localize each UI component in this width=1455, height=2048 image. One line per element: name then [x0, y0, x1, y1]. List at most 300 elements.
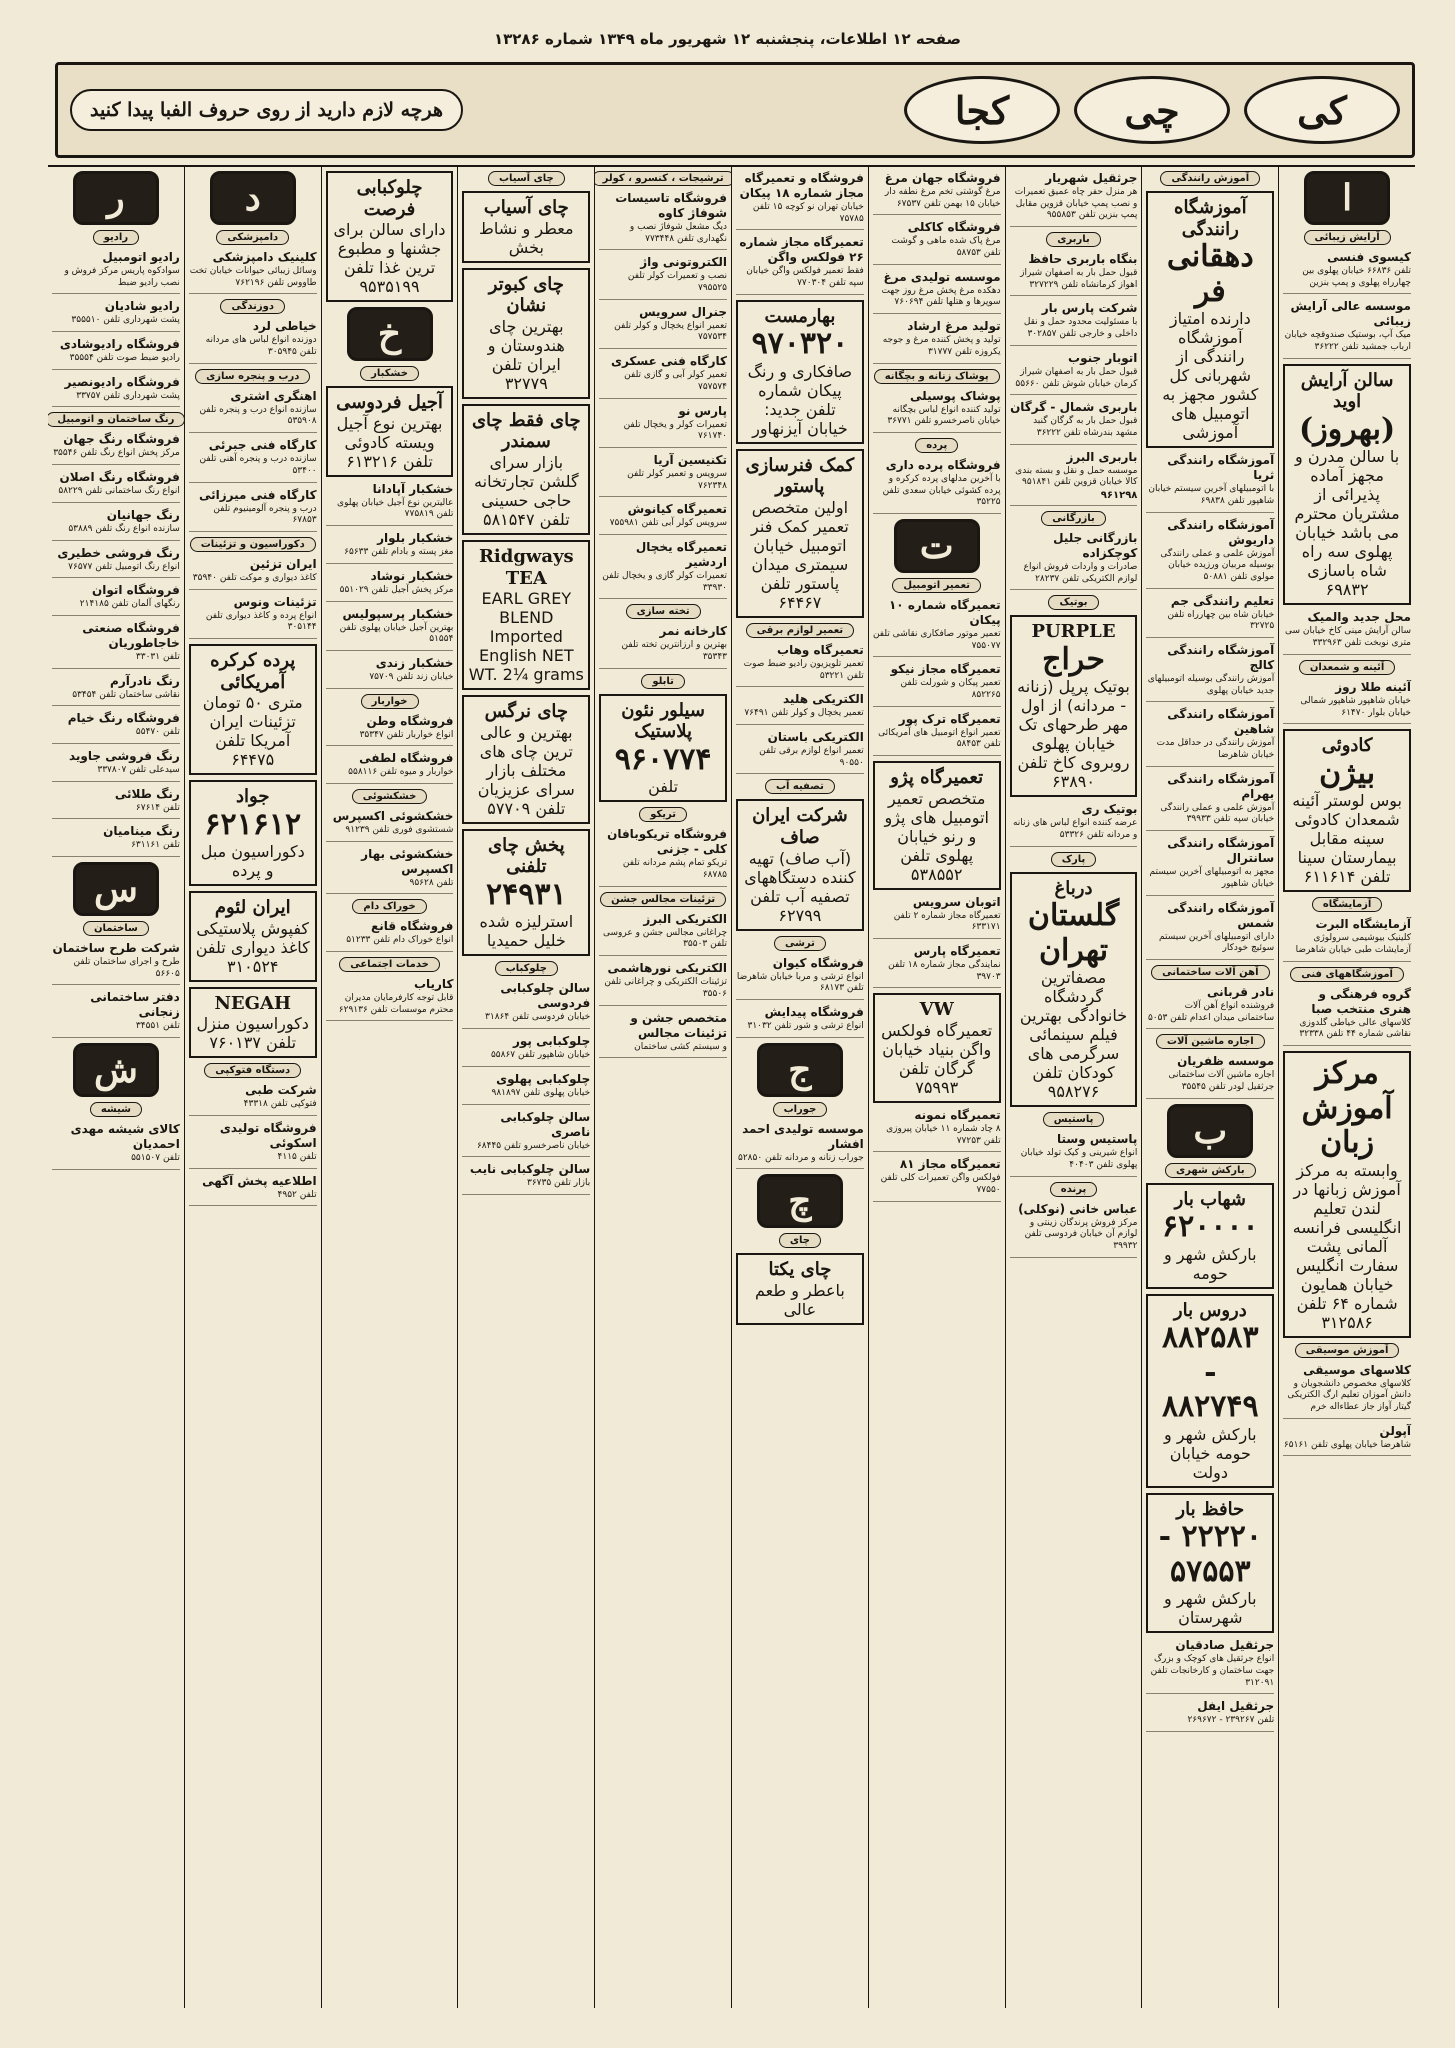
category-header: پارک [1051, 852, 1097, 867]
classified-ad [736, 171, 864, 230]
ad-title: کلاسهای موسیقی [1303, 1362, 1411, 1377]
ad-title: فروشگاه پرده داری [885, 457, 1001, 472]
boxed-ad-body: EARL GREY BLEND Imported English NET WT. 2¼ grams [468, 589, 584, 685]
ad-body: آموزش علمی و عملی رانندگی خیابان سپه تلفن ۳۹۹۳۳ [1160, 802, 1275, 825]
boxed-ad-title: آجیل فردوسی [336, 392, 443, 414]
boxed-ad-title: PURPLE [1031, 621, 1116, 643]
ad-title: کلینیک دامپزشکی [212, 250, 317, 264]
ad-title: خشکبار آپادانا [372, 481, 454, 496]
boxed-ad-body: متری ۵۰ تومان تزئینات ایران آمریکا تلفن ۶۴۴۷۵ [202, 693, 303, 770]
ad-title: پارس نو [678, 403, 728, 418]
boxed-ad-body: وابسته به مرکز آموزش زبانها در لندن تعلیم انگلیسی فرانسه آلمانی پشت سفارت انگلیس خیابان همایون شماره ۶۴ تلفن ۳۱۲۵۸۶ [1292, 1160, 1402, 1332]
ad-title: فروشگاه تاسیسات شوفاژ کاوه [615, 191, 728, 220]
classified-ad [599, 912, 727, 956]
classified-ad [599, 354, 727, 398]
ad-title: شرکت طرح ساختمان [52, 941, 180, 955]
classified-ad [1146, 985, 1274, 1029]
category-header: تخته سازی [626, 604, 701, 619]
ad-body: و سیستم کشی ساختمان [634, 1041, 728, 1052]
ad-body: ۸ چاد شماره ۱۱ خیابان پیروزی تلفن ۷۷۲۵۳ [886, 1124, 1001, 1146]
ad-body: جوراب زنانه و مردانه تلفن ۵۲۸۵۰ [738, 1152, 864, 1163]
classified-ad [1010, 802, 1138, 846]
ad-title: رنگ فروشی خطیری [57, 545, 180, 560]
boxed-ad-title: VW [919, 999, 954, 1021]
ad-title: ایران تزئین [249, 556, 317, 571]
ad-body: تلفن ۳۳۰۳۱ [135, 651, 180, 662]
ad-body: انواع ترشی و مربا خیابان شاهرضا تلفن ۶۸۱۷۳ [736, 971, 864, 994]
ad-body: قابل توجه کارفرمایان مدیران محترم موسسات تلفن ۶۲۹۱۳۶ [338, 993, 454, 1015]
boxed-ad-highlight: ۹۷۰۳۲۰ [751, 326, 849, 362]
category-header: تصفیه آب [765, 779, 835, 794]
classified-ad [1146, 836, 1274, 895]
ad-body: تلفن ۵۵۴۷۰ [135, 727, 180, 738]
ad-title: رادیو اتومبیل [102, 250, 180, 264]
boxed-ad-title: آموزشگاه رانندگی [1174, 197, 1247, 240]
classified-ad [326, 656, 454, 689]
classified-ad [873, 270, 1001, 314]
ad-body: تعمیرات کولر و یخچال تلفن ۷۶۱۷۴۰ [623, 419, 728, 442]
classified-ad [52, 824, 180, 857]
ad-title: رنگ فروشی جاوید [68, 748, 180, 763]
classified-ad [1010, 1132, 1138, 1176]
category-header: آرایش زیبائی [1304, 230, 1391, 245]
bubble-what: چی [1074, 76, 1230, 144]
ad-body: تلفن ۵۵۱۵۰۷ [131, 1153, 180, 1164]
boxed-ad-title: پرده کرکره آمریکائی [210, 649, 296, 693]
ad-body: خیابان شاه بین چهارراه تلفن ۳۲۷۲۵ [1167, 609, 1275, 632]
ad-body: سرویس کولر آبی تلفن ۷۵۵۹۸۱ [609, 518, 728, 529]
ad-body: آموزش علمی و عملی رانندگی بوسیله مربیان ورزیده خیابان مولوی تلفن ۵۰۸۸۱ [1160, 548, 1275, 582]
category-header: آموزش رانندگی [1160, 171, 1260, 186]
boxed-ad-title: دروس بار [1173, 1299, 1247, 1321]
category-header: آموزش موسیقی [1295, 1343, 1400, 1358]
classified-ad [736, 692, 864, 725]
classified-ad [462, 1072, 590, 1105]
ad-body: تعمیرگاه مجاز شماره ۲ تلفن ۶۳۳۱۷۱ [893, 910, 1001, 933]
column-4 [868, 167, 1005, 2008]
ad-title: پوشاک پوسیلی [910, 388, 1001, 403]
ad-title: رنگ طلائی [114, 786, 180, 801]
ad-body: مرکز پخش آجیل تلفن ۵۵۱۰۲۹ [339, 584, 454, 595]
running-head: صفحه ۱۲ اطلاعات، پنجشنبه ۱۲ شهریور ماه ۱۳۴۹ شماره ۱۳۲۸۶ [493, 30, 962, 48]
ad-body: خیابان فردوسی تلفن ۳۱۸۶۴ [485, 1012, 591, 1023]
classified-ad [599, 404, 727, 448]
classified-ad [189, 438, 317, 482]
category-header: چای آسیاب [488, 171, 565, 186]
ad-title: کارگاه فنی میرزائی [198, 487, 317, 502]
ad-title: نادر قربانی [1206, 984, 1275, 999]
boxed-ad-highlight: ۹۶۰۷۷۴ [614, 741, 712, 777]
boxed-ad-body: بازار سرای گلشن تجارتخانه حاجی حسینی تلفن ۵۸۱۵۴۷ [474, 452, 579, 529]
boxed-ad-title: ایران لئوم [214, 897, 291, 919]
ad-body: بازار تلفن ۳۶۷۳۵ [526, 1178, 591, 1189]
classified-ad [462, 1110, 590, 1158]
boxed-ad-highlight: گلستان تهران [1027, 898, 1120, 968]
ad-body: رنگهای آلمان تلفن ۲۱۴۱۸۵ [79, 599, 180, 610]
category-header: خوراک دام [352, 899, 426, 914]
ad-body: مرکز فروش پرندگان زینتی و لوازم آن خیابان فردوسی تلفن ۳۹۹۳۲ [1024, 1217, 1138, 1252]
boxed-ad-highlight: حراج [1042, 641, 1105, 677]
category-header: تریکو [639, 807, 687, 822]
section-letter: س [73, 862, 159, 916]
column-2 [1141, 167, 1278, 2008]
classified-ad [52, 941, 180, 985]
ad-title: خشکبار بلوار [377, 531, 454, 546]
classified-ad [52, 299, 180, 332]
classified-ad [1010, 450, 1138, 506]
classified-ad [1146, 707, 1274, 766]
ad-title: فروشگاه لطفی [359, 751, 454, 766]
boxed-ad-body: باعطر و طعم عالی [755, 1281, 845, 1319]
boxed-ad-title: سالن آرایش اوید [1300, 369, 1394, 413]
ad-body: سرویس و تعمیر کولر تلفن ۷۶۲۳۴۸ [627, 468, 728, 491]
ad-body: طرح و اجرای ساختمان تلفن ۵۶۶۰۵ [73, 957, 180, 979]
classified-ad [52, 432, 180, 465]
ad-title: آموزشگاه رانندگی بهرام [1167, 771, 1275, 801]
ad-body: میک آپ، بوستیک صندوقچه خیابان ارباب جمشید تلفن ۳۶۲۲۲ [1284, 330, 1411, 353]
boxed-ad-title: بهارمست [764, 305, 836, 327]
ad-title: شرکت پارس بار [1041, 301, 1138, 316]
classified-ad [599, 827, 727, 886]
ad-title: بنگاه باربری حافظ [1028, 252, 1138, 267]
classified-ad [1146, 518, 1274, 589]
category-header: رنگ ساختمان و اتومبیل [48, 412, 184, 427]
classified-ad [599, 191, 727, 250]
boxed-ad-title: شرکت ایران صاف [752, 805, 848, 849]
ad-title: تعمیرگاه مجاز نیکو [890, 662, 1001, 677]
ad-body: قبول حمل بار به گرگان گنبد مشهد بندرشاه تلفن ۳۶۲۲۲ [1033, 416, 1138, 438]
ad-body: نقاشی ساختمان تلفن ۵۳۴۵۴ [72, 689, 180, 700]
classified-ad [1010, 301, 1138, 345]
ad-title: تکنیسین آریا [653, 452, 728, 467]
category-header: تعمیر اتومبیل [892, 578, 981, 593]
ad-body: مرغ گوشتی تخم مرغ نطفه دار خیابان ۱۵ بهمن تلفن ۶۷۵۳۷ [884, 187, 1001, 209]
ad-body: تریکو تمام پشم مردانه تلفن ۶۸۷۸۵ [622, 858, 728, 881]
category-header: شیشه [90, 1102, 142, 1117]
ad-title: شرکت طبی [245, 1083, 317, 1098]
boxed-ad-title: NEGAH [214, 992, 291, 1014]
ad-body: درب و پنجره آلومینیوم تلفن ۶۷۸۵۳ [213, 503, 317, 526]
ad-title: فروشگاه کاکلی [907, 220, 1001, 235]
ad-body: سازنده درب و پنجره آهنی تلفن ۵۳۴۰۰ [199, 454, 317, 476]
ad-title: آموزشگاه رانندگی کالج [1167, 643, 1275, 672]
boxed-ad [1283, 729, 1411, 892]
boxed-ad-body: دکوراسیون مبل و پرده [200, 842, 305, 881]
boxed-ad [736, 799, 864, 930]
classified-ad [326, 607, 454, 651]
ad-title: رنگ مینامیان [103, 824, 180, 839]
classified-ad [1283, 917, 1411, 961]
boxed-ad [462, 540, 590, 690]
boxed-ad [189, 780, 317, 886]
ad-title: جنرال سرویس [639, 304, 728, 319]
classified-ad [326, 809, 454, 842]
category-header: آئینه و شمعدان [1299, 660, 1396, 675]
boxed-ad [326, 386, 454, 477]
classified-ad [189, 557, 317, 590]
boxed-ad [462, 695, 590, 824]
ad-body: انواع رنگ اتومبیل تلفن ۷۶۵۷۷ [68, 561, 180, 572]
boxed-ad-title: چای نرگس [484, 701, 569, 723]
category-header: بوتیک [1048, 595, 1098, 610]
ad-body: مرغ پاک شده ماهی و گوشت تلفن ۵۸۷۵۳ [891, 236, 1001, 259]
section-letter: ش [73, 1043, 159, 1097]
ad-title: سالن چلوکبابی ناصری [500, 1109, 591, 1139]
ad-title: خیاطی لرد [252, 319, 317, 334]
ad-body: انواع خوراک دام تلفن ۵۱۲۳۳ [346, 935, 454, 946]
boxed-ad-title: سیلور نئون پلاستیک [621, 699, 705, 743]
classified-ad [326, 531, 454, 564]
category-header: پرنده [1050, 1182, 1097, 1197]
ad-title: کالای شیشه مهدی احمدیان [70, 1122, 180, 1152]
boxed-ad [462, 191, 590, 263]
ad-body: تعمیر انواع یخچال و کولر تلفن ۷۵۷۵۳۴ [614, 320, 728, 343]
classified-ad [1146, 1054, 1274, 1098]
classified-ad [599, 961, 727, 1005]
ad-title: فروشگاه صنعتی خاجاطوریان [82, 620, 180, 650]
section-letter: چ [757, 1174, 843, 1228]
ad-title: تعمیرگاه شماره ۱۰ پیکان [888, 597, 1001, 627]
ad-body: تلفن ۶۳۱۱۶۱ [131, 840, 180, 851]
ad-title: گروه فرهنگی و هنری منتخب صبا [1311, 986, 1411, 1016]
category-header: آموزشگاههای فنی [1290, 967, 1404, 982]
ad-body: صادرات و واردات فروش انواع لوازم الکتریکی تلفن ۲۸۲۳۷ [1023, 561, 1138, 584]
ad-body: تزئینات الکتریکی و چراغانی تلفن ۳۵۵۰۶ [604, 977, 728, 999]
boxed-ad [1146, 1183, 1274, 1289]
ad-title: کاریاب [413, 977, 454, 992]
boxed-ad-body: (آب صاف) تهیه کننده دستگاههای تصفیه آب تلفن ۶۲۷۹۹ [744, 848, 856, 925]
ad-title: خشکبار پرسپولیس [342, 606, 454, 621]
ad-body: انواع جرثقیل های کوچک و بزرگ جهت ساختمان و کارخانجات تلفن ۳۱۲۰۹۱ [1150, 1654, 1275, 1688]
ad-title: خشکشوئی بهار اکسپرس [361, 846, 454, 876]
ad-body: شستشوی فوری تلفن ۹۱۲۳۹ [345, 824, 454, 835]
ad-title: کارخانه نمر [659, 624, 728, 639]
boxed-ad-title: کمک فنرسازی پاستور [745, 454, 855, 498]
boxed-ad [189, 987, 317, 1059]
boxed-ad-body: بهترین نوع آجیل ویسته کادوئی تلفن ۶۱۳۲۱۶ [336, 413, 443, 471]
classified-ad [873, 319, 1001, 363]
ad-body: قبول حمل بار به اصفهان شیراز اهواز کرمانشاه تلفن ۳۲۷۲۲۹ [1020, 268, 1138, 290]
ad-body: تلفن ۳۴۵۵۱ [135, 1021, 180, 1032]
classified-ad [462, 1034, 590, 1067]
classified-ad [873, 1108, 1001, 1152]
classified-ad [1010, 531, 1138, 590]
boxed-ad-body: بهترین چای هندوستان و ایران تلفن ۳۲۷۷۹ [487, 316, 565, 393]
classified-ad [326, 482, 454, 526]
boxed-ad-highlight: (بهروز) [1299, 411, 1396, 447]
ad-title: فروشگاه وطن [366, 713, 454, 728]
bubble-who: کی [1244, 76, 1400, 144]
ad-body: تلفن ۴۱۱۵ [277, 1152, 317, 1163]
classified-ad [599, 255, 727, 299]
category-header: پاستیس [1043, 1112, 1105, 1127]
column-6 [594, 167, 731, 2008]
ad-body: هر منزل حفر چاه عمیق تعمیرات و نصب پمپ خیابان قزوین مقابل پمپ بنزین تلفن ۹۵۵۸۵۳ [1014, 187, 1138, 221]
classified-ad [873, 662, 1001, 706]
category-header: رادیو [93, 230, 139, 245]
section-letter: ر [73, 171, 159, 225]
ad-title: آموزشگاه رانندگی ثریا [1167, 453, 1275, 483]
ad-title: پاستیس وستا [1056, 1132, 1138, 1147]
classified-ad [1146, 453, 1274, 512]
ad-body: تولید کننده انواع لباس بچگانه خیابان ناصرخسرو تلفن ۳۶۷۷۱ [887, 404, 1001, 427]
boxed-ad-body: صافکاری و رنگ پیکان شماره تلفن جدید: خیابان آیزنهاور [747, 361, 853, 438]
ad-title: آموزشگاه رانندگی داریوش [1167, 517, 1275, 547]
ad-title: اطلاعیه پخش آگهی [202, 1173, 317, 1188]
boxed-ad-title: درباغ [1054, 877, 1093, 899]
column-10 [48, 167, 184, 2008]
ad-body: مغز پسته و بادام تلفن ۶۵۶۳۳ [344, 547, 454, 558]
ad-body: خواربار و میوه تلفن ۵۵۸۱۱۶ [348, 767, 454, 778]
boxed-ad [1146, 191, 1274, 448]
classified-ad [189, 488, 317, 532]
ad-body: فروشنده انواع آهن آلات ساختمانی میدان اعدام تلفن ۵۰۵۳ [1147, 1000, 1275, 1023]
boxed-ad-highlight: ۸۸۲۵۸۳ - ۸۸۲۷۴۹ [1161, 1320, 1259, 1425]
ad-title: اهنگری اشتری [230, 388, 317, 403]
category-header: دوزندگی [220, 299, 285, 314]
section-letter: د [210, 171, 296, 225]
ad-body: نمایندگی مجاز شماره ۱۸ تلفن ۳۹۷۰۳ [888, 960, 1001, 982]
classified-ad [1146, 594, 1274, 638]
boxed-ad-highlight: ۶۲۱۶۱۲ [204, 806, 302, 842]
category-header: جوراب [773, 1102, 828, 1117]
ad-body: انواع رنگ ساختمانی تلفن ۵۸۲۲۹ [58, 486, 180, 497]
ad-title: کارگاه فنی جبرئی [208, 438, 317, 453]
ad-body: سالن آرایش مینی کاخ خیابان سی متری نوبخت تلفن ۳۳۲۹۶۳ [1284, 626, 1411, 649]
classified-ad [52, 711, 180, 744]
category-header: ترشیجات ، کنسرو ، کولر [594, 171, 731, 186]
classified-ad [1010, 1202, 1138, 1258]
category-header: تزئینات مجالس جشن [600, 892, 726, 907]
boxed-ad-title: چای فقط چای سمندر [471, 409, 581, 453]
ad-body: آموزش رانندگی بوسیله اتومبیلهای جدید خیابان پهلوی [1147, 674, 1275, 696]
ad-title: فروشگاه تولیدی اسکوئی [219, 1121, 317, 1151]
classified-ad [1283, 250, 1411, 294]
ad-body: تلفن ۶۶۸۳۶ خیابان پهلوی بین چهارراه پهلوی و پمپ بنزین [1302, 266, 1411, 288]
classified-ad [873, 1157, 1001, 1201]
category-header: تابلو [641, 674, 685, 689]
classified-ad [1146, 1699, 1274, 1732]
boxed-ad-body: متخصص تعمیر اتومبیل های پژو و رنو خیابان پهلوی تلفن ۵۳۸۵۵۲ [884, 788, 989, 884]
classified-ad [1146, 901, 1274, 960]
boxed-ad-body: بارکش شهر و حومه خیابان دولت [1164, 1424, 1257, 1482]
ad-title: تعمیرگاه ترک پور [898, 711, 1001, 726]
boxed-ad-highlight: ۲۴۹۳۱ [486, 876, 567, 912]
ad-title: کارگاه فنی عسکری [610, 354, 728, 369]
ad-title: تعمیرگاه یخچال اردشیر [635, 539, 728, 569]
ad-body: تلفن ۹۵۶۲۸ [409, 877, 454, 888]
boxed-ad [189, 644, 317, 775]
ad-title: تعمیرگاه کیانوش [627, 502, 728, 517]
category-header: خشکشوئی [352, 789, 428, 804]
ad-body: پشت شهرداری تلفن ۳۵۵۵۱۰ [71, 315, 180, 326]
boxed-ad [1283, 1051, 1411, 1338]
ad-title: الکتریکی نورهاشمی [607, 961, 728, 976]
category-header: بازرگانی [1041, 511, 1105, 526]
boxed-ad [462, 829, 590, 957]
ad-body: تعمیر انواع اتومبیل های آمریکائی تلفن ۵۸۴۵۳ [878, 727, 1001, 750]
ad-title: فروشگاه و تعمیرگاه مجاز شماره ۱۸ پیکان [739, 171, 864, 200]
category-header: خواربار [361, 694, 419, 709]
ad-title: جرثقیل صادقیان [1175, 1638, 1275, 1653]
ad-title: باربری البرز [1066, 449, 1138, 464]
ad-title: تعمیرگاه مجاز ۸۱ [899, 1157, 1001, 1172]
classified-ad [736, 1005, 864, 1038]
classified-ad [189, 389, 317, 433]
ad-body: فقط تعمیر فولکس واگن خیابان سپه تلفن ۷۷۰۳۰۴ [746, 266, 864, 289]
boxed-ad-highlight: مرکز آموزش زبان [1301, 1056, 1393, 1161]
ad-title: فروشگاه رادیوشادی [59, 337, 180, 352]
boxed-ad [462, 268, 590, 399]
ad-title: اتوبار جنوب [1068, 350, 1138, 365]
boxed-ad-body: بهترین و عالی ترین چای های مختلف بازار سرای عزیزیان تلفن ۵۷۷۰۹ [477, 722, 575, 818]
ad-body: تلفن ۶۷۶۱۴ [135, 802, 180, 813]
category-header: خدمات اجتماعی [339, 957, 440, 972]
boxed-ad-body: تعمیرگاه فولکس واگن بنیاد خیابان گرگان تلفن ۷۵۹۹۳ [881, 1021, 993, 1097]
boxed-ad-highlight: ۲۲۲۲۰ - ۵۷۵۵۳ [1158, 1519, 1263, 1589]
classified-grid [48, 165, 1415, 2008]
ad-body: بهترین و ارزانترین تخته تلفن ۳۵۳۴۳ [621, 640, 728, 662]
boxed-ad-title: حافظ بار [1176, 1498, 1245, 1520]
classified-ad [1010, 351, 1138, 395]
classified-ad [326, 751, 454, 784]
category-header: چای [779, 1233, 821, 1248]
ad-body: دهکده مرغ پخش مرغ روز جهت سوپرها و هتلها تلفن ۷۶۰۶۹۴ [881, 285, 1001, 308]
boxed-ad-highlight: دهقانی فر [1166, 239, 1254, 309]
boxed-ad [1010, 872, 1138, 1108]
classified-ad [189, 1083, 317, 1116]
column-7 [457, 167, 594, 2008]
classified-ad [599, 453, 727, 497]
section-letter: ت [894, 519, 980, 573]
column-9 [184, 167, 321, 2008]
boxed-ad-body: اولین متخصص تعمیر کمک فنر اتومبیل خیابان سیمتری میدان پاستور تلفن ۶۴۴۶۷ [751, 498, 849, 613]
ad-title: آزمایشگاه البرت [1315, 917, 1411, 932]
ad-body: خیابان زند تلفن ۷۵۷۰۹ [369, 671, 454, 682]
ad-body: خیابان ناصرخسرو تلفن ۶۸۴۴۵ [476, 1140, 591, 1151]
classified-ad [462, 1162, 590, 1195]
classified-ad [1283, 1424, 1411, 1457]
ad-body: با آخرین مدلهای پرده کرکره و پرده کشوئی خیابان سعدی تلفن ۳۵۲۲۵ [882, 473, 1001, 508]
classified-ad [52, 508, 180, 541]
ad-body: عالیترین نوع آجیل خیابان پهلوی تلفن ۷۷۵۸۱۹ [337, 497, 454, 520]
ad-body: چراغانی مجالس جشن و عروسی تلفن ۳۵۵۰۳ [602, 927, 728, 950]
ad-title: تزئینات ونوس [233, 594, 317, 609]
classified-ad [599, 305, 727, 349]
ad-title: خشکشوئی اکسپرس [332, 808, 454, 823]
ad-body: قبول حمل بار به اصفهان شیراز کرمان خیابان شوش تلفن ۵۵۶۶۰ [1015, 366, 1138, 389]
ad-body: با مسئولیت محدود حمل و نقل داخلی و خارجی تلفن ۳۰۲۸۵۷ [1023, 317, 1138, 340]
classified-ad [873, 220, 1001, 264]
boxed-ad-highlight: بیژن [1319, 755, 1376, 791]
ad-title: موسسه عالی آرایش زیبائی [1290, 299, 1411, 329]
classified-ad [52, 546, 180, 579]
boxed-ad-highlight: ۶۲۰۰۰۰ [1161, 1209, 1259, 1245]
boxed-ad-body: تلفن [648, 777, 679, 797]
classified-ad [52, 621, 180, 669]
boxed-ad [1283, 364, 1411, 606]
category-header: چلوکباب [495, 961, 558, 976]
ad-title: تولید مرغ ارشاد [907, 319, 1001, 334]
classified-ad [1283, 1363, 1411, 1419]
classified-ad [1010, 400, 1138, 444]
ad-title: آموزشگاه رانندگی سانترال [1167, 836, 1275, 866]
classified-ad [1010, 171, 1138, 227]
boxed-ad-body: مصفاترین گردشگاه خانوادگی بهترین فیلم سینمائی سرگرمی های کودکان تلفن ۹۵۸۲۷۶ [1019, 968, 1128, 1102]
ad-title: محل جدید والمیک [1307, 610, 1411, 625]
ad-title: تعمیرگاه پارس [913, 944, 1001, 959]
classified-ad [326, 847, 454, 895]
